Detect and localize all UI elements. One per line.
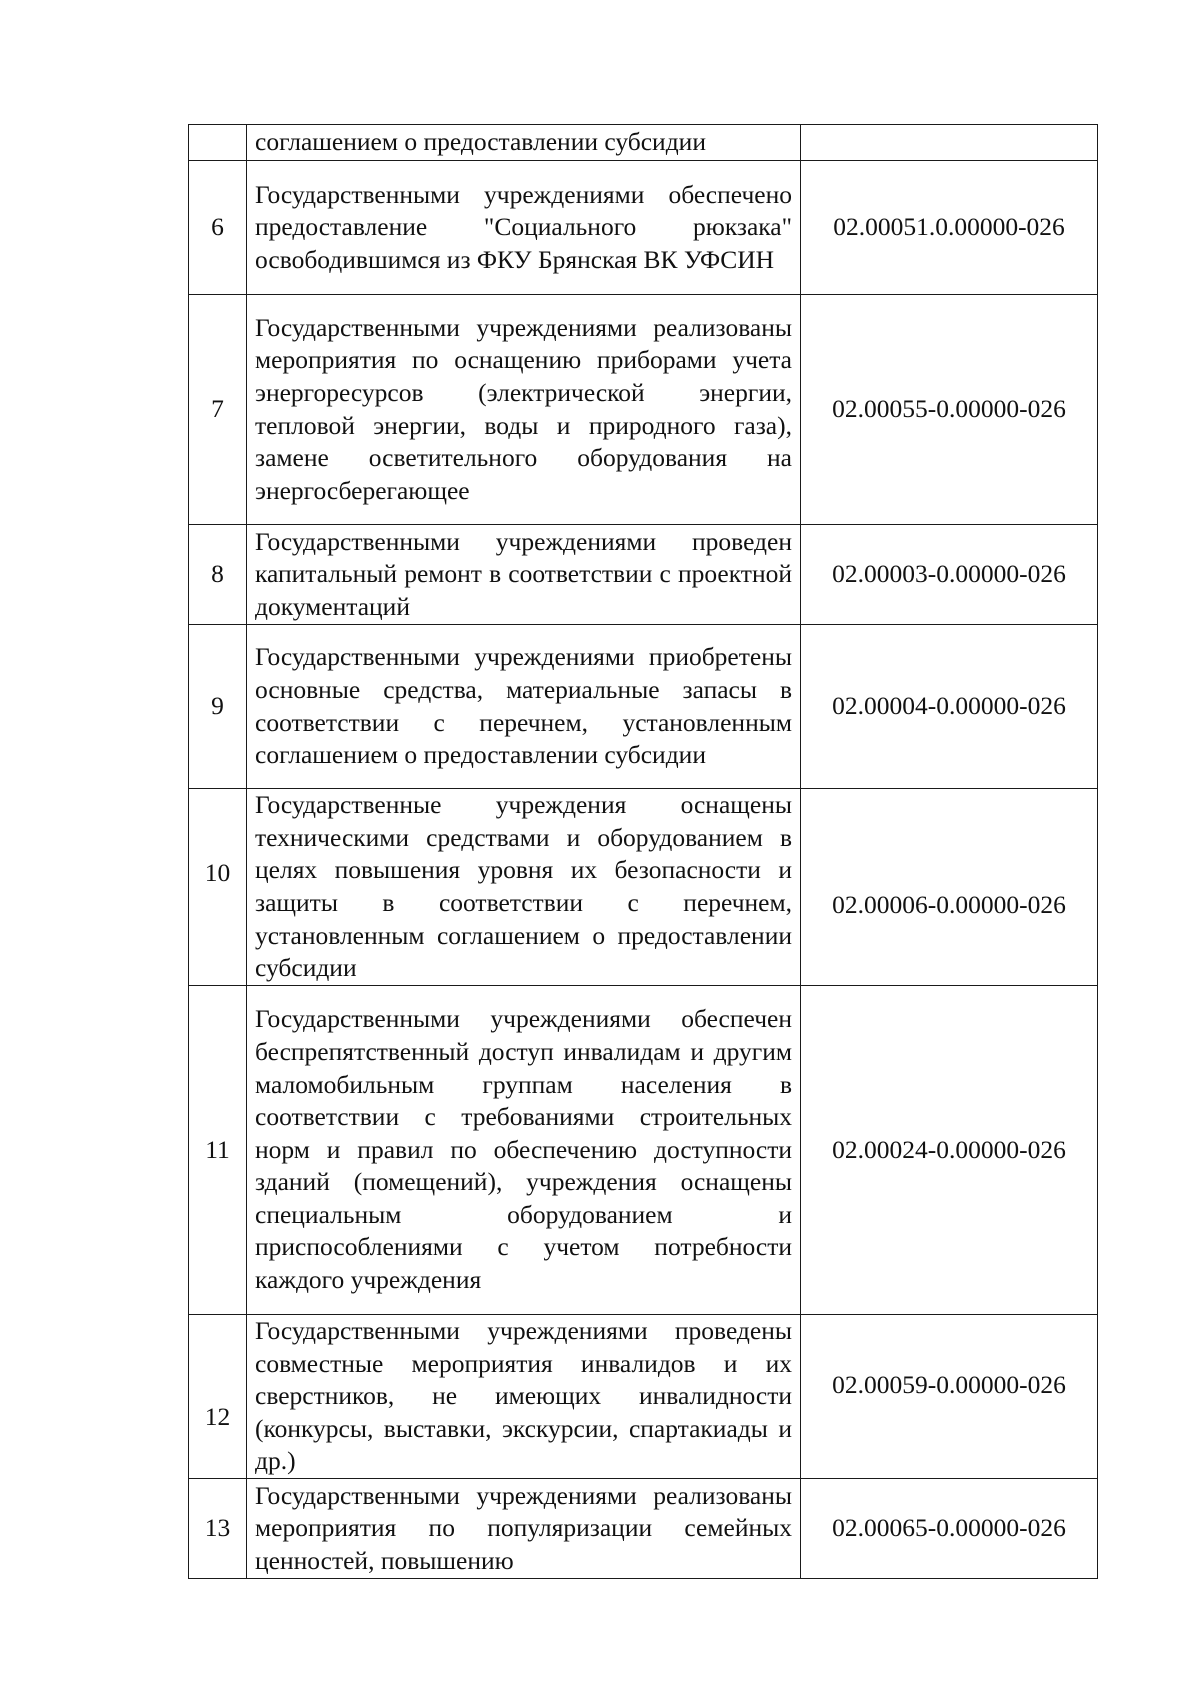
table-row	[189, 161, 1098, 295]
row-code: 02.00003-0.00000-026	[801, 525, 1098, 625]
table-row	[189, 789, 1098, 986]
row-number: 11	[189, 986, 247, 1315]
table-row	[189, 525, 1098, 625]
events-table	[188, 124, 1098, 1579]
row-number: 8	[189, 525, 247, 625]
table-row	[189, 986, 1098, 1315]
table-row	[189, 295, 1098, 525]
row-description: Государственными учреждениями проведены совместные мероприятия инвалидов и их сверстников, не имеющих инвалидности (конкурсы, выставки, экскурсии, спартакиады и др.)	[247, 1315, 801, 1479]
row-code: 02.00006-0.00000-026	[801, 789, 1098, 986]
row-number: 6	[189, 161, 247, 295]
row-code: 02.00059-0.00000-026	[801, 1315, 1098, 1479]
table-body	[189, 125, 1098, 1579]
row-number: 13	[189, 1479, 247, 1579]
row-code: 02.00065-0.00000-026	[801, 1479, 1098, 1579]
row-description: Государственными учреждениями проведен капитальный ремонт в соответствии с проектной документаций	[247, 525, 801, 625]
row-description: Государственными учреждениями обеспечен беспрепятственный доступ инвалидам и другим маломобильным группам населения в соответствии с требованиями строительных норм и правил по обеспечению доступности зданий (помещений), учреждения оснащены специальным оборудованием и приспособлениями с учетом потребности каждого учреждения	[247, 986, 801, 1315]
row-code: 02.00055-0.00000-026	[801, 295, 1098, 525]
row-number: 10	[189, 789, 247, 986]
row-description: соглашением о предоставлении субсидии	[247, 125, 801, 161]
row-number: 9	[189, 625, 247, 789]
row-description: Государственными учреждениями реализованы мероприятия по оснащению приборами учета энергоресурсов (электрической энергии, тепловой энергии, воды и природного газа), замене осветительного оборудования на энергосберегающее	[247, 295, 801, 525]
row-code: 02.00004-0.00000-026	[801, 625, 1098, 789]
row-description: Государственными учреждениями обеспечено предоставление "Социального рюкзака" освободившимся из ФКУ Брянская ВК УФСИН	[247, 161, 801, 295]
table-row	[189, 1315, 1098, 1479]
row-description: Государственными учреждениями реализованы мероприятия по популяризации семейных ценностей, повышению	[247, 1479, 801, 1579]
table-row	[189, 125, 1098, 161]
row-number	[189, 125, 247, 161]
row-code	[801, 125, 1098, 161]
table-row	[189, 625, 1098, 789]
table-row	[189, 1479, 1098, 1579]
row-description: Государственными учреждениями приобретены основные средства, материальные запасы в соответствии с перечнем, установленным соглашением о предоставлении субсидии	[247, 625, 801, 789]
row-code: 02.00024-0.00000-026	[801, 986, 1098, 1315]
row-description: Государственные учреждения оснащены техническими средствами и оборудованием в целях повышения уровня их безопасности и защиты в соответствии с перечнем, установленным соглашением о предоставлении субсидии	[247, 789, 801, 986]
row-number: 7	[189, 295, 247, 525]
row-code: 02.00051.0.00000-026	[801, 161, 1098, 295]
row-number: 12	[189, 1315, 247, 1479]
